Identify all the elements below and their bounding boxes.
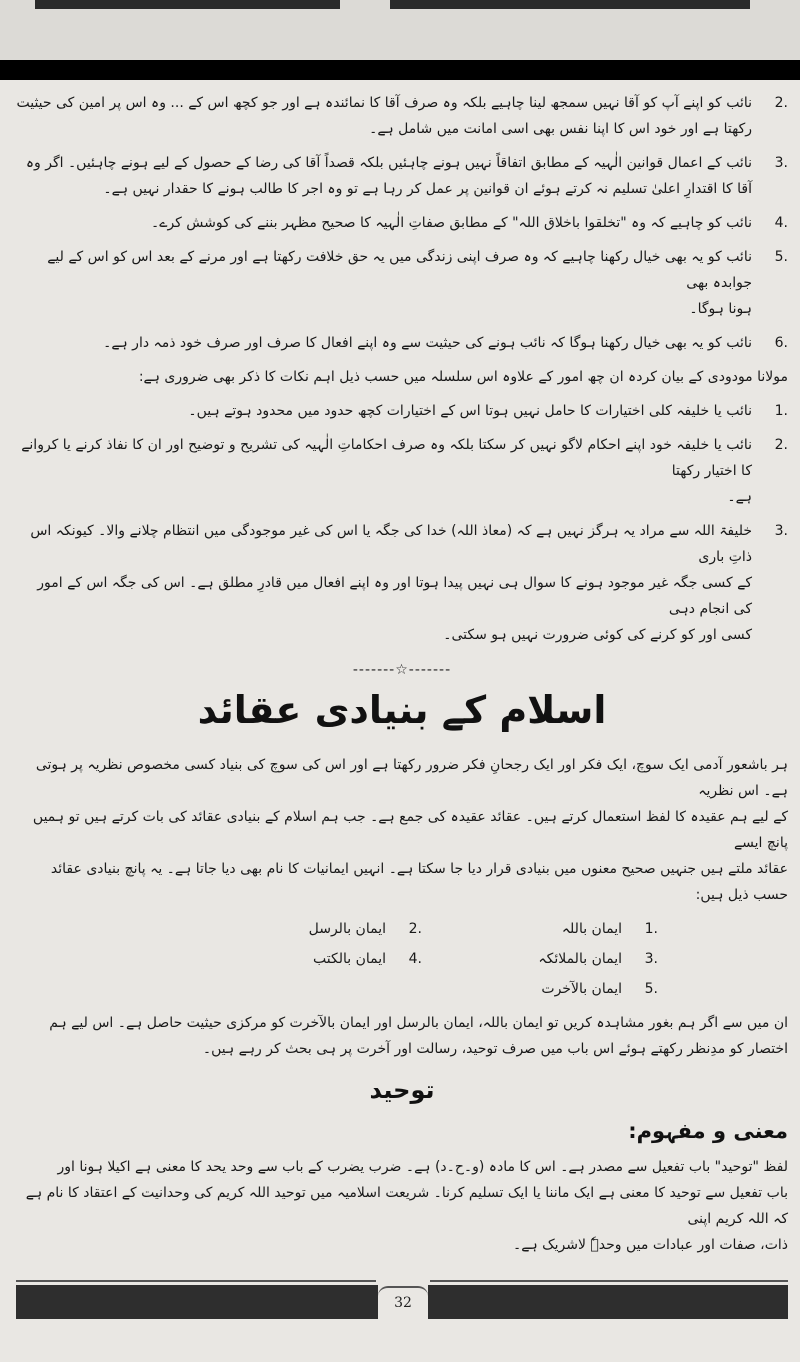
list-item-line: رکھتا ہے اور خود اس کا اپنا نفس بھی اسی امانت میں شامل ہے۔	[369, 121, 752, 137]
list-item-number: 3.	[774, 155, 788, 171]
list-items-a	[16, 90, 788, 356]
paragraph-line: باب تفعیل سے توحید کا معنی ہے ایک ماننا یا ایک تسلیم کرنا۔ شریعت اسلامیہ میں توحید اللہ کریم کی وحدانیت کے اعتقاد کا نام ہے کہ اللہ کریم اپنی	[25, 1185, 788, 1227]
page-number: 32	[378, 1286, 428, 1320]
beliefs-list	[16, 916, 658, 1002]
belief-item: ایمان باللہ	[561, 921, 622, 937]
page-gap	[0, 60, 800, 80]
belief-number: 1.	[644, 921, 658, 937]
paragraph-line: ذات، صفات اور عبادات میں وحدہٗ لاشریک ہے۔	[513, 1237, 788, 1253]
belief-item: ایمان بالکتب	[312, 951, 386, 967]
paragraph-central-beliefs	[16, 1010, 788, 1062]
paragraph-line: ہر باشعور آدمی ایک سوچ، ایک فکر اور ایک رجحانِ فکر ضرور رکھتا ہے اور اس کی سوچ کی بنیاد کسی مخصوص نظریہ پر ہوتی ہے۔ اس نظریہ	[35, 757, 788, 799]
paragraph-intro-beliefs	[16, 752, 788, 908]
chapter-title: اسلام کے بنیادی عقائد	[197, 688, 607, 732]
paragraph-line: عقائد ملتے ہیں جنہیں صحیح معنوں میں بنیادی قرار دیا جا سکتا ہے۔ انہیں ایمانیات کا نام بھی دیا جاتا ہے۔ یہ پانچ بنیادی عقائد حسب ذیل ہیں:	[50, 861, 788, 903]
list-item	[16, 398, 788, 424]
paragraph-line: کے لیے ہم عقیدہ کا لفظ استعمال کرتے ہیں۔ عقائد عقیدہ کی جمع ہے۔ جب ہم اسلام کے بنیادی عقائد کی بات کرتے ہیں تو ہمیں پانچ ایسے	[32, 809, 788, 851]
paragraph-line: ان میں سے اگر ہم بغور مشاہدہ کریں تو ایمان باللہ، ایمان بالرسل اور ایمان بالآخرت کو مرکزی حیثیت حاصل ہے۔ اس لیے ہم	[49, 1015, 788, 1031]
list-item-line: نائب کو چاہیے کہ وہ "تخلقوا باخلاق اللہ" کے مطابق صفاتِ الٰہیہ کا صحیح مظہر بننے کی کوشش کرے۔	[151, 215, 752, 231]
belief-number: 4.	[408, 951, 422, 967]
list-item-line: ہونا ہوگا۔	[689, 301, 752, 317]
list-item-number: 4.	[774, 215, 788, 231]
list-item	[16, 150, 788, 202]
list-item-number: 3.	[774, 523, 788, 539]
list-item-text	[16, 90, 752, 142]
list-item-number: 1.	[774, 403, 788, 419]
subsection-title: معنی و مفہوم:	[628, 1119, 788, 1143]
belief-number: 5.	[644, 981, 658, 997]
list-items-b	[16, 398, 788, 648]
paragraph-line: مولانا مودودی کے بیان کردہ ان چھ امور کے علاوہ اس سلسلہ میں حسب ذیل اہم نکات کا ذکر بھی ضروری ہے:	[138, 369, 788, 385]
list-item-number: 5.	[774, 249, 788, 265]
document-page	[0, 80, 800, 1362]
list-item	[16, 432, 788, 510]
list-item	[16, 244, 788, 322]
list-item-number: 6.	[774, 335, 788, 351]
list-item-text	[16, 518, 752, 648]
section-separator: -------☆-------	[352, 662, 452, 678]
list-item-line: نائب کو یہ بھی خیال رکھنا چاہیے کہ وہ صرف اپنی زندگی میں یہ حق خلافت رکھتا ہے اور مرنے کے بعد اس کو اس کے لیے جوابدہ بھی	[47, 249, 752, 291]
previous-page-footer-bar	[35, 0, 340, 9]
list-item-line: آقا کا اقتدارِ اعلیٰ تسلیم نہ کرتے ہوئے ان قوانین پر عمل کر رہا ہے تو وہ اجر کا طالب ہونے کا حقدار نہیں ہے۔	[103, 181, 752, 197]
belief-item: ایمان بالملائکہ	[538, 951, 622, 967]
list-item-text	[16, 330, 752, 356]
section-title: توحید	[369, 1076, 435, 1104]
paragraph-line: لفظ "توحید" باب تفعیل سے مصدر ہے۔ اس کا مادہ (و۔ح۔د) ہے۔ ضرب یضرب کے باب سے وحد یحد کا معنی ہے اکیلا ہونا اور	[57, 1159, 788, 1175]
footer-bar	[16, 1285, 378, 1319]
footer-rule	[16, 1280, 376, 1282]
belief-item: ایمان بالرسل	[308, 921, 386, 937]
list-item-text	[16, 432, 752, 510]
list-item-line: نائب کے اعمال قوانین الٰہیہ کے مطابق اتفاقاً نہیں ہونے چاہئیں بلکہ قصداً آقا کی رضا کے حصول کے لیے ہونے چاہئیں۔ اگر وہ	[25, 155, 752, 171]
list-item-line: نائب یا خلیفہ کلی اختیارات کا حامل نہیں ہوتا اس کے اختیارات کچھ حدود میں محدود ہوتے ہیں۔	[188, 403, 752, 419]
list-item-line: کے کسی جگہ غیر موجود ہونے کا سوال ہی نہیں پیدا ہوتا اور وہ اپنے افعال میں قادرِ مطلق ہے۔ اس کی جگہ اس کے امور کی انجام دہی	[37, 575, 752, 617]
intro-paragraph	[16, 364, 788, 390]
list-item-line: کسی اور کو کرنے کی کوئی ضرورت نہیں ہو سکتی۔	[443, 627, 752, 643]
list-item-number: 2.	[774, 95, 788, 111]
page-footer	[16, 1280, 788, 1322]
list-item-line: نائب یا خلیفہ خود اپنے احکام لاگو نہیں کر سکتا بلکہ وہ صرف احکاماتِ الٰہیہ کی تشریح و توضیح اور ان کا نفاذ کرنے یا کروانے کا اختیار رکھتا	[21, 437, 752, 479]
list-item-text	[16, 398, 752, 424]
list-item-line: نائب کو یہ بھی خیال رکھنا ہوگا کہ نائب ہونے کی حیثیت سے وہ اپنے افعال کا صرف اور صرف خود ذمہ دار ہے۔	[103, 335, 752, 351]
belief-number: 2.	[408, 921, 422, 937]
list-item	[16, 518, 788, 648]
belief-item: ایمان بالآخرت	[541, 981, 622, 997]
list-item-text	[16, 150, 752, 202]
belief-number: 3.	[644, 951, 658, 967]
list-item-line: نائب کو اپنے آپ کو آقا نہیں سمجھ لینا چاہیے بلکہ وہ صرف آقا کا نمائندہ ہے اور جو کچھ اس کے ... وہ اس پر امین کی حیثیت	[16, 95, 752, 111]
paragraph-tawheed-meaning	[16, 1154, 788, 1258]
list-item	[16, 90, 788, 142]
list-item	[16, 210, 788, 236]
list-item-line: خلیفۃ اللہ سے مراد یہ ہرگز نہیں ہے کہ (معاذ اللہ) خدا کی جگہ یا اس کی غیر موجودگی میں انتظام چلانے والا۔ کیونکہ اس ذاتِ باری	[30, 523, 752, 565]
list-item-text	[16, 210, 752, 236]
list-item-text	[16, 244, 752, 322]
previous-page-footer-bar	[390, 0, 750, 9]
footer-rule	[430, 1280, 788, 1282]
list-item-number: 2.	[774, 437, 788, 453]
paragraph-line: اختصار کو مدِنظر رکھتے ہوئے اس باب میں صرف توحید، رسالت اور آخرت پر ہی بحث کر رہے ہیں۔	[202, 1041, 788, 1057]
previous-page-fragment	[0, 0, 800, 60]
footer-bar	[428, 1285, 788, 1319]
list-item-line: ہے۔	[727, 489, 752, 505]
list-item	[16, 330, 788, 356]
